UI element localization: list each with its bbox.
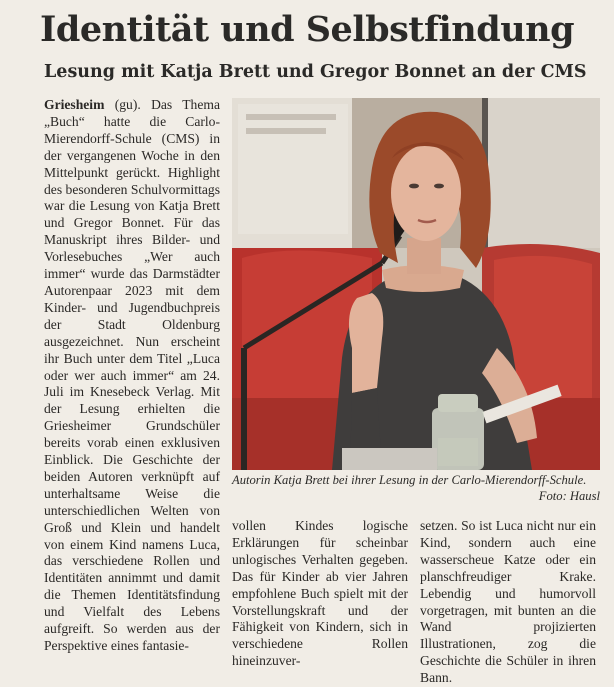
photo-caption xyxy=(232,473,600,504)
photo-credit: Foto: Hausl xyxy=(538,488,600,503)
article-column-2: vollen Kindes logische Erklärungen für scheinbar unlogisches Verhalten gegeben. Das für Kinder ab vier Jahren empfohlene Buch spielt mit der Vorstellungskraft und der Fähigkeit von Kindern, sich in verschiedene Rollen hineinzuver- xyxy=(232,518,408,669)
dateline: Griesheim xyxy=(44,97,105,112)
headline: Identität und Selbstfindung xyxy=(40,9,575,50)
caption-text: Autorin Katja Brett bei ihrer Lesung in der Carlo-Mierendorff-Schule. xyxy=(232,473,587,487)
subheadline: Lesung mit Katja Brett und Gregor Bonnet an der CMS xyxy=(44,62,587,82)
article-column-1 xyxy=(44,97,220,655)
photo-reader-at-microphone xyxy=(232,98,600,470)
article-column-3: setzen. So ist Luca nicht nur ein Kind, sondern auch eine wasserscheue Katze oder ein planschfreudiger Krake. Lebendig und humorvoll vorgetragen, mit bunten an die Wand projizierten Illustrationen, zog die Geschichte die Schüler in ihren Bann. xyxy=(420,518,596,686)
article-photo xyxy=(232,98,600,470)
column-1-text: (gu). Das Thema „Buch“ hatte die Carlo-Mierendorff-Schule (CMS) in der vergangenen Woche in den Mittelpunkt gerückt. Highlight des besonderen Schulvormittags war die Lesung von Katja Brett und Gregor Bonnet. Für das Manuskript ihres Bilder- und Vorlesebuches „Wer auch immer“ wurde das Darmstädter Autorenpaar 2023 mit dem Kinder- und Jugendbuchpreis der Stadt Oldenburg ausgezeichnet. Nun erscheint ihr Buch unter dem Titel „Luca oder wer auch immer“ am 24. Juli im Knesebeck Verlag. Mit der Lesung erhielten die Griesheimer Grundschüler bereits vorab einen exklusiven Einblick. Die Geschichte der beiden Autoren verknüpft auf unterhaltsame Weise die unterschiedlichen Welten von Groß und Klein und handelt von einem Kind namens Luca, das verschiedene Rollen und Identitäten annimmt und damit die Themen Identitätsfindung und Vielfalt des Lebens aufgreift. So werden aus der Perspektive eines fantasie- xyxy=(44,97,220,653)
